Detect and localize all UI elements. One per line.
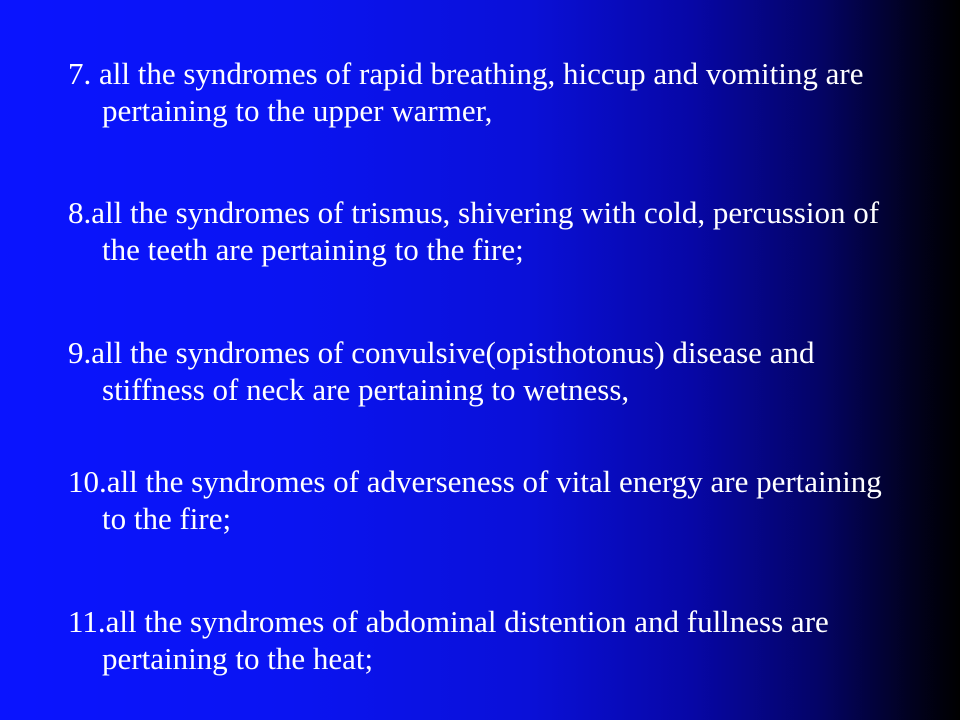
list-item-7: 7. all the syndromes of rapid breathing, hiccup and vomiting are pertaining to the upper warmer, [68, 56, 864, 128]
list-item-9: 9.all the syndromes of convulsive(opisthotonus) disease and stiffness of neck are pertaining to wetness, [68, 335, 815, 407]
list-item-11: 11.all the syndromes of abdominal distention and fullness are pertaining to the heat; [68, 604, 829, 676]
list-item-8: 8.all the syndromes of trismus, shivering with cold, percussion of the teeth are pertaining to the fire; [68, 195, 880, 267]
list-item-10: 10.all the syndromes of adverseness of vital energy are pertaining to the fire; [68, 464, 882, 536]
